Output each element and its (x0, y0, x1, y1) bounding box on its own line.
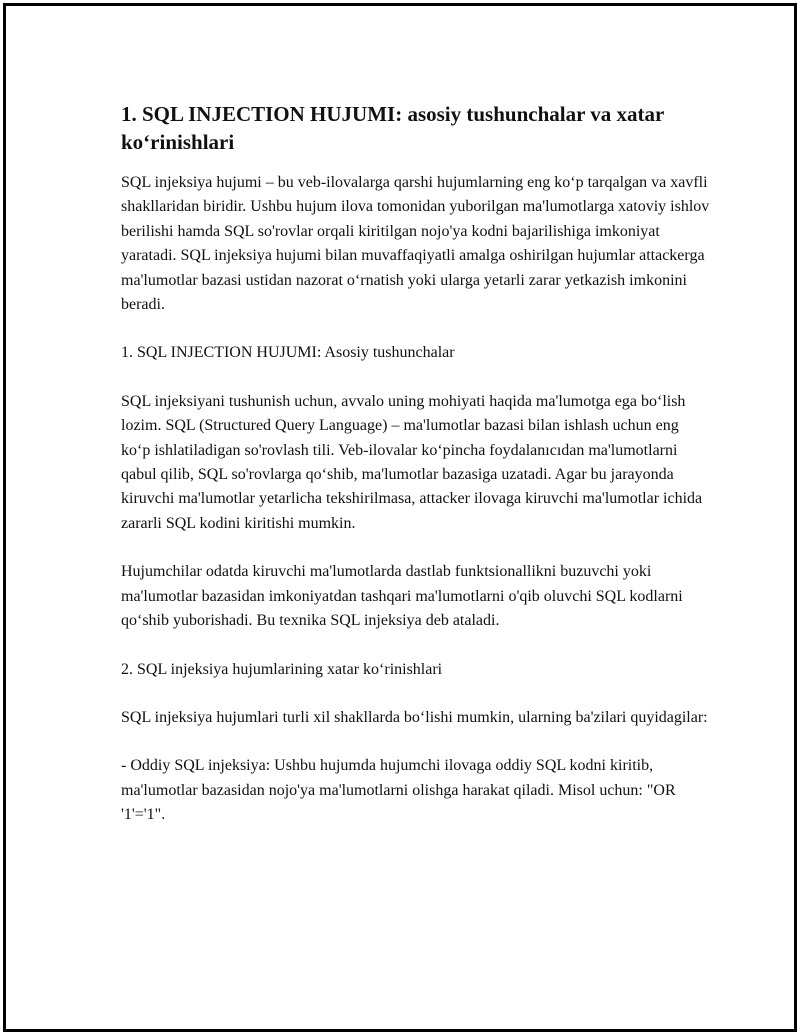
document-body (121, 100, 711, 828)
simple-injection-item: - Oddiy SQL injeksiya: Ushbu hujumda hujumchi ilovaga oddiy SQL kodni kiritib, ma'lumotlar bazasidan nojo'ya ma'lumotlarni olishga harakat qiladi. Misol uchun: "OR '1'='1". (121, 757, 676, 824)
technique-paragraph: Hujumchilar odatda kiruvchi ma'lumotlarda dastlab funktsionallikni buzuvchi yoki ma'lumotlar bazasidan imkoniyatdan tashqari ma'lumotlarni o'qib oluvchi SQL kodlarni qo‘shib yuborishadi. Bu texnika SQL injeksiya deb ataladi. (121, 563, 683, 630)
document-title: 1. SQL INJECTION HUJUMI: asosiy tushunchalar va xatar ko‘rinishlari (121, 102, 664, 154)
basics-paragraph: SQL injeksiyani tushunish uchun, avvalo uning mohiyati haqida ma'lumotga ega bo‘lish lozim. SQL (Structured Query Language) – ma'lumotlar bazasi bilan ishlash uchun eng ko‘p ishlatiladigan so'rovlash tili. Veb-ilovalar ko‘pincha foydalanıcıdan ma'lumotlarni qabul qilib, SQL so'rovlarga qo‘shib, ma'lumotlar bazasiga uzatadi. Agar bu jarayonda kiruvchi ma'lumotlar yetarlicha tekshirilmasa, attacker ilovaga kiruvchi ma'lumotlar ichida zararli SQL kodini kiritishi mumkin. (121, 392, 703, 532)
risks-intro-paragraph: SQL injeksiya hujumlari turli xil shakllarda bo‘lishi mumkin, ularning ba'zilari quyidagilar: (121, 708, 708, 726)
section-heading-risks: 2. SQL injeksiya hujumlarining xatar ko‘rinishlari (121, 660, 443, 678)
section-heading-basics: 1. SQL INJECTION HUJUMI: Asosiy tushunchalar (121, 344, 455, 362)
intro-paragraph: SQL injeksiya hujumi – bu veb-ilovalarga qarshi hujumlarning eng ko‘p tarqalgan va xavfli shakllaridan biridir. Ushbu hujum ilova tomonidan yuborilgan ma'lumotlarga xatoviy ishlov berilishi hamda SQL so'rovlar orqali kiritilgan nojo'ya kodni bajarilishiga imkoniyat yaratadi. SQL injeksiya hujumi bilan muvaffaqiyatli amalga oshirilgan hujumlar attackerga ma'lumotlar bazasi ustidan nazorat o‘rnatish yoki ularga yetarli zarar yetkazish imkonini beradi. (121, 174, 710, 314)
page-frame (3, 3, 797, 1032)
